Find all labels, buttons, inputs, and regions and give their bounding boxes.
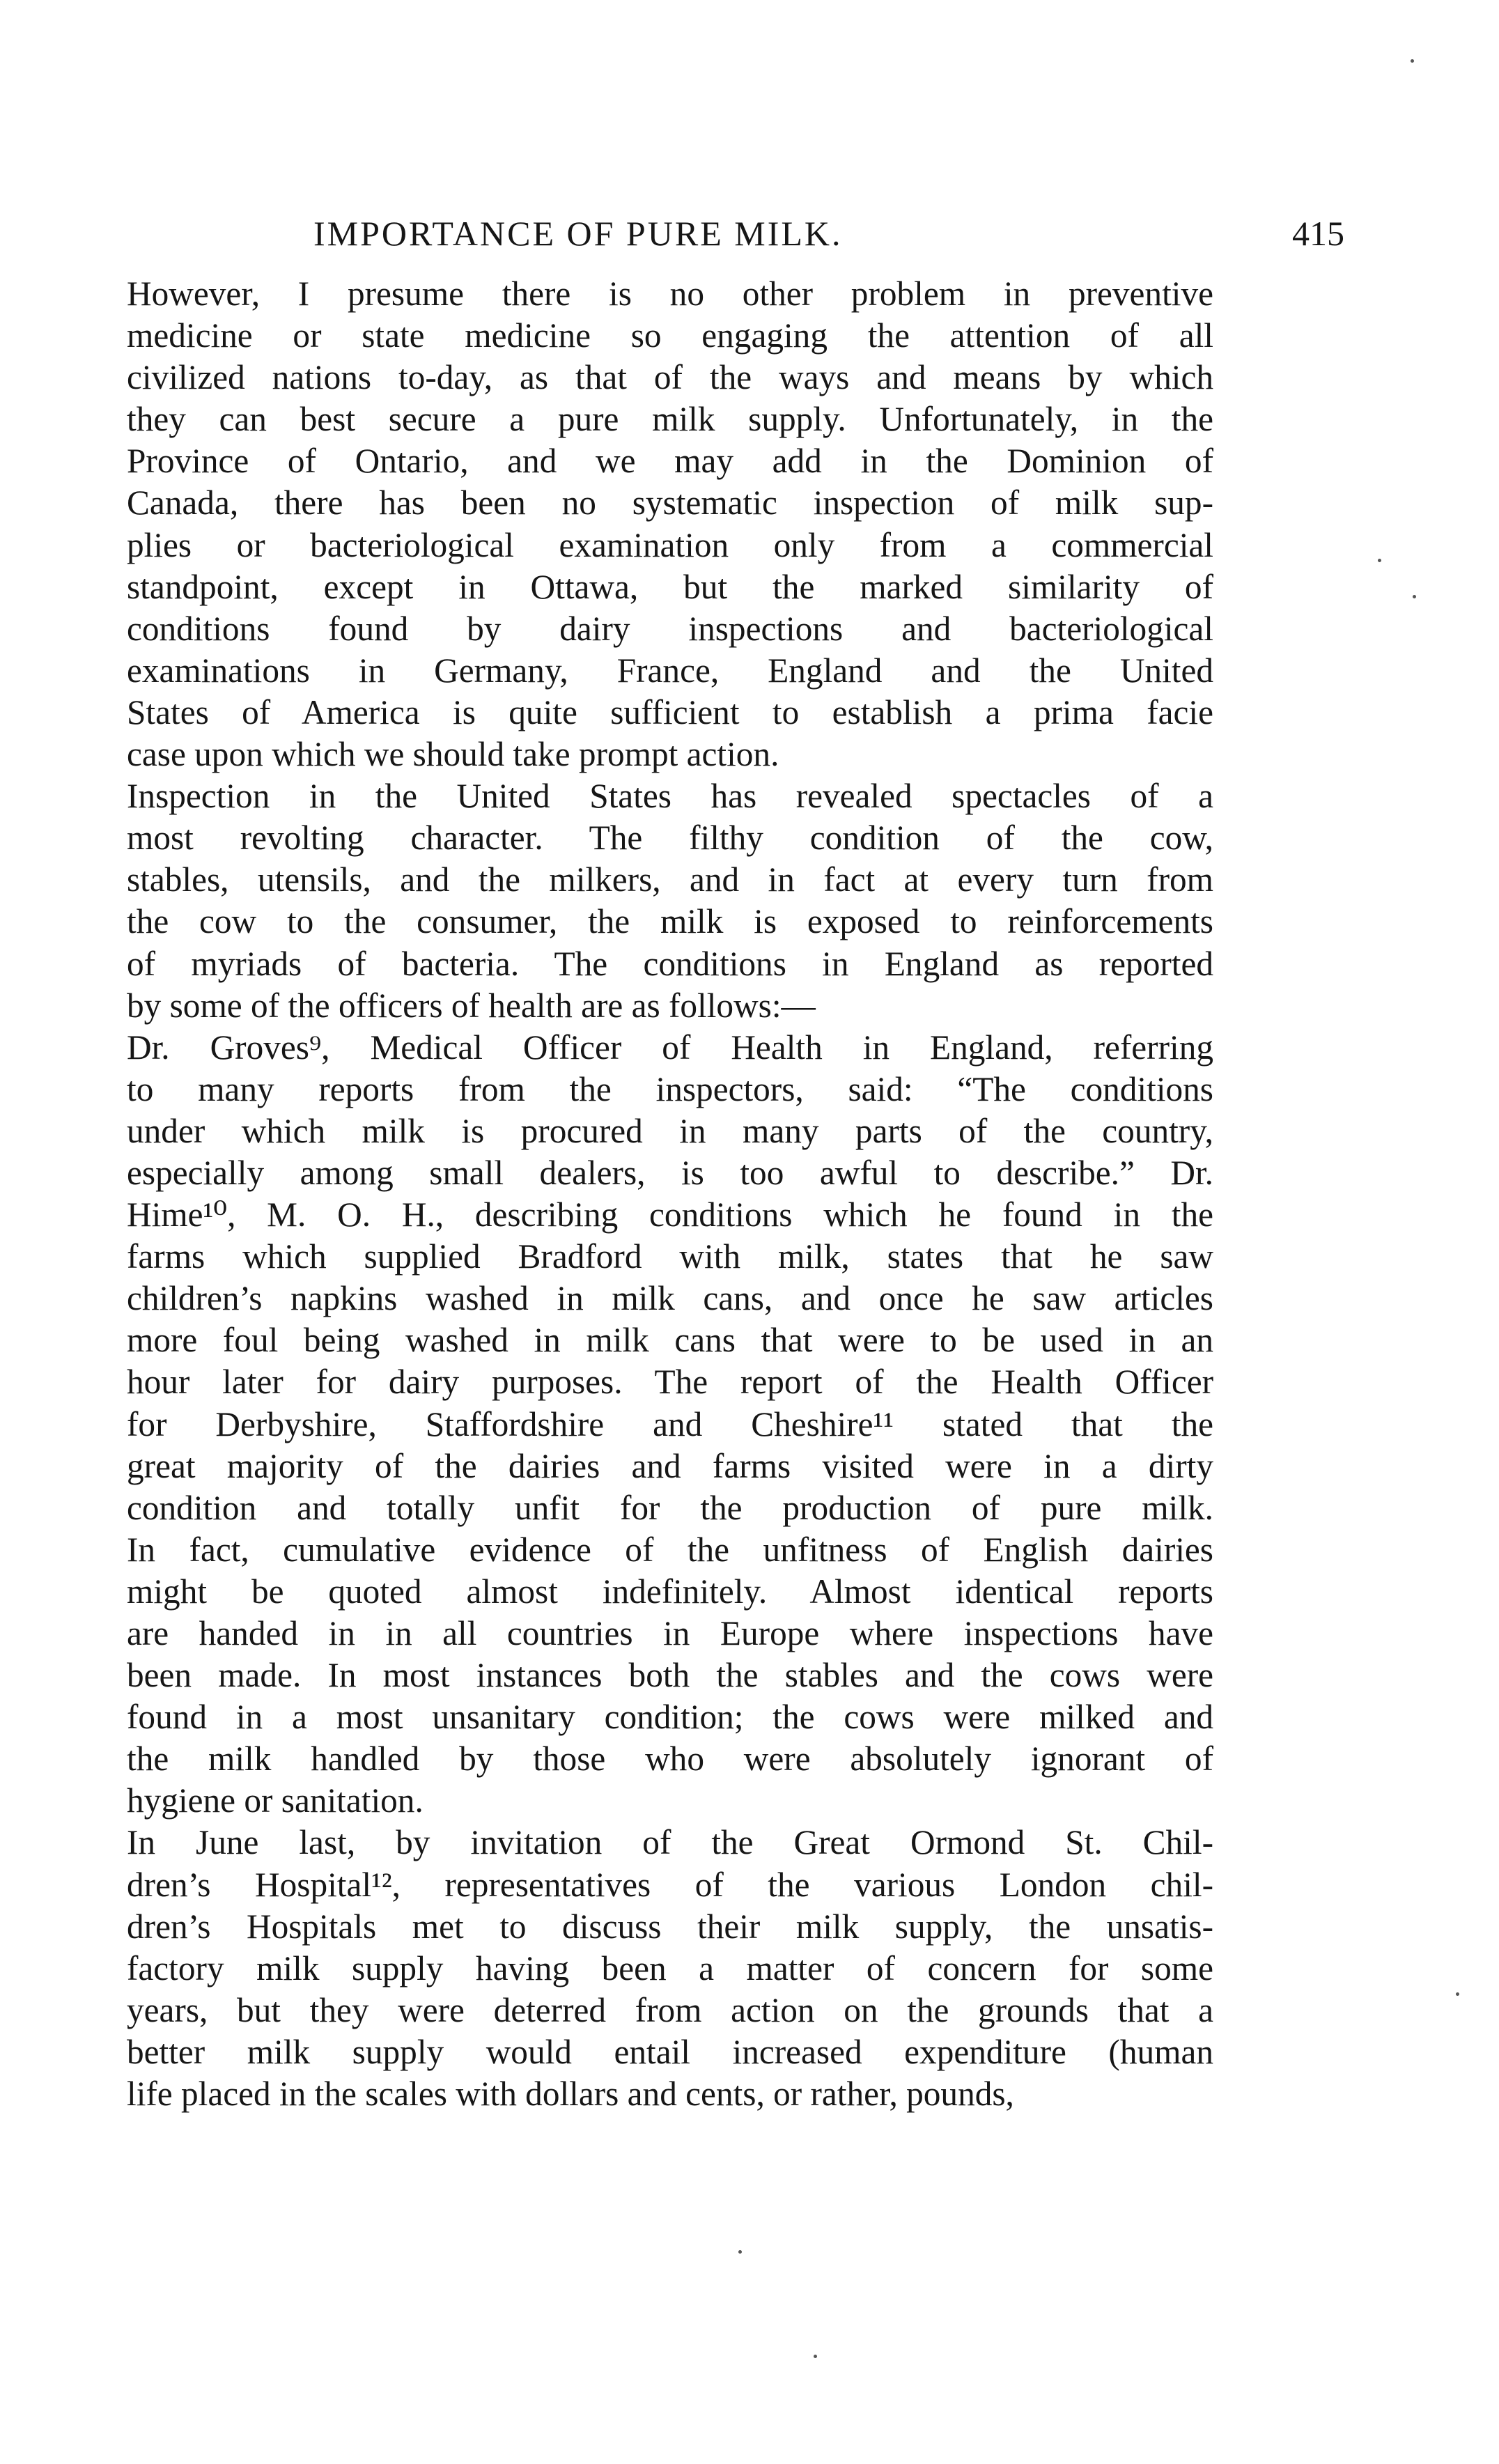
text-line: found in a most unsanitary condition; the cows were milked and — [127, 1698, 1213, 1737]
text-line: especially among small dealers, is too awful to describe.” Dr. — [127, 1153, 1213, 1192]
text-line: more foul being washed in milk cans that were to be used in an — [127, 1321, 1213, 1360]
text-line: hygiene or sanitation. — [127, 1781, 424, 1820]
text-line: been made. In most instances both the stables and the cows were — [127, 1656, 1213, 1695]
text-line: they can best secure a pure milk supply. Unfortunately, in the — [127, 400, 1213, 439]
scan-speck — [1456, 1992, 1459, 1996]
text-line: better milk supply would entail increased expenditure (human — [127, 2032, 1213, 2071]
text-line: conditions found by dairy inspections and bacteriological — [127, 609, 1213, 648]
text-line: However, I presume there is no other problem in preventive — [127, 274, 1213, 313]
scan-speck — [814, 2355, 817, 2358]
running-title: IMPORTANCE OF PURE MILK. — [313, 214, 843, 253]
running-head — [125, 209, 1344, 265]
text-line: Province of Ontario, and we may add in the Dominion of — [127, 442, 1213, 481]
paragraph — [127, 775, 1213, 1027]
text-line: hour later for dairy purposes. The report of the Health Officer — [127, 1363, 1213, 1402]
text-line: years, but they were deterred from action on the grounds that a — [127, 1990, 1213, 2029]
text-line: to many reports from the inspectors, said: “The conditions — [127, 1069, 1213, 1108]
text-line: States of America is quite sufficient to establish a prima facie — [127, 692, 1213, 731]
text-line: farms which supplied Bradford with milk, states that he saw — [127, 1237, 1213, 1276]
text-line: by some of the officers of health are as follows:— — [127, 986, 816, 1025]
scan-speck — [1413, 595, 1416, 598]
text-line: are handed in in all countries in Europe where inspections have — [127, 1614, 1213, 1652]
text-line: civilized nations to-day, as that of the ways and means by which — [127, 358, 1213, 397]
text-line: plies or bacteriological examination only from a commercial — [127, 525, 1213, 564]
text-line: condition and totally unfit for the production of pure milk. — [127, 1488, 1213, 1527]
paragraph — [127, 273, 1213, 775]
text-line: dren’s Hospitals met to discuss their milk supply, the unsatis- — [127, 1907, 1213, 1946]
text-line: the cow to the consumer, the milk is exposed to reinforcements — [127, 902, 1213, 941]
scan-speck — [1378, 559, 1381, 562]
page-number: 415 — [1292, 214, 1344, 253]
text-line: Inspection in the United States has revealed spectacles of a — [127, 777, 1213, 816]
text-line: most revolting character. The filthy condition of the cow, — [127, 819, 1213, 858]
text-line: examinations in Germany, France, England and the United — [127, 651, 1213, 690]
scan-speck — [738, 2250, 742, 2254]
text-line: for Derbyshire, Staffordshire and Cheshire¹¹ stated that the — [127, 1404, 1213, 1443]
text-line: the milk handled by those who were absolutely ignorant of — [127, 1739, 1213, 1779]
text-line: standpoint, except in Ottawa, but the marked similarity of — [127, 567, 1213, 606]
text-line: dren’s Hospital¹², representatives of the various London chil- — [127, 1865, 1213, 1904]
text-line: factory milk supply having been a matter of concern for some — [127, 1948, 1213, 1988]
text-line: In fact, cumulative evidence of the unfitness of English dairies — [127, 1530, 1213, 1569]
text-line: Hime¹⁰, M. O. H., describing conditions which he found in the — [127, 1195, 1213, 1234]
text-line: life placed in the scales with dollars and cents, or rather, pounds, — [127, 2075, 1014, 2114]
text-line: stables, utensils, and the milkers, and in fact at every turn from — [127, 860, 1213, 899]
text-line: Dr. Groves⁹, Medical Officer of Health in England, referring — [127, 1028, 1213, 1067]
paragraph — [127, 1822, 1213, 2115]
text-line: medicine or state medicine so engaging the attention of all — [127, 316, 1213, 355]
text-line: great majority of the dairies and farms visited were in a dirty — [127, 1446, 1213, 1485]
text-line: case upon which we should take prompt action. — [127, 735, 779, 774]
scan-speck — [1411, 59, 1414, 63]
paragraph — [127, 1027, 1213, 1822]
text-line: Canada, there has been no systematic inspection of milk sup- — [127, 483, 1213, 522]
text-line: of myriads of bacteria. The conditions in England as reported — [127, 944, 1213, 983]
text-line: In June last, by invitation of the Great Ormond St. Chil- — [127, 1823, 1213, 1862]
text-line: under which milk is procured in many parts of the country, — [127, 1111, 1213, 1150]
text-line: might be quoted almost indefinitely. Almost identical reports — [127, 1572, 1213, 1611]
body-text — [127, 273, 1213, 2115]
text-line: children’s napkins washed in milk cans, and once he saw articles — [127, 1279, 1213, 1318]
